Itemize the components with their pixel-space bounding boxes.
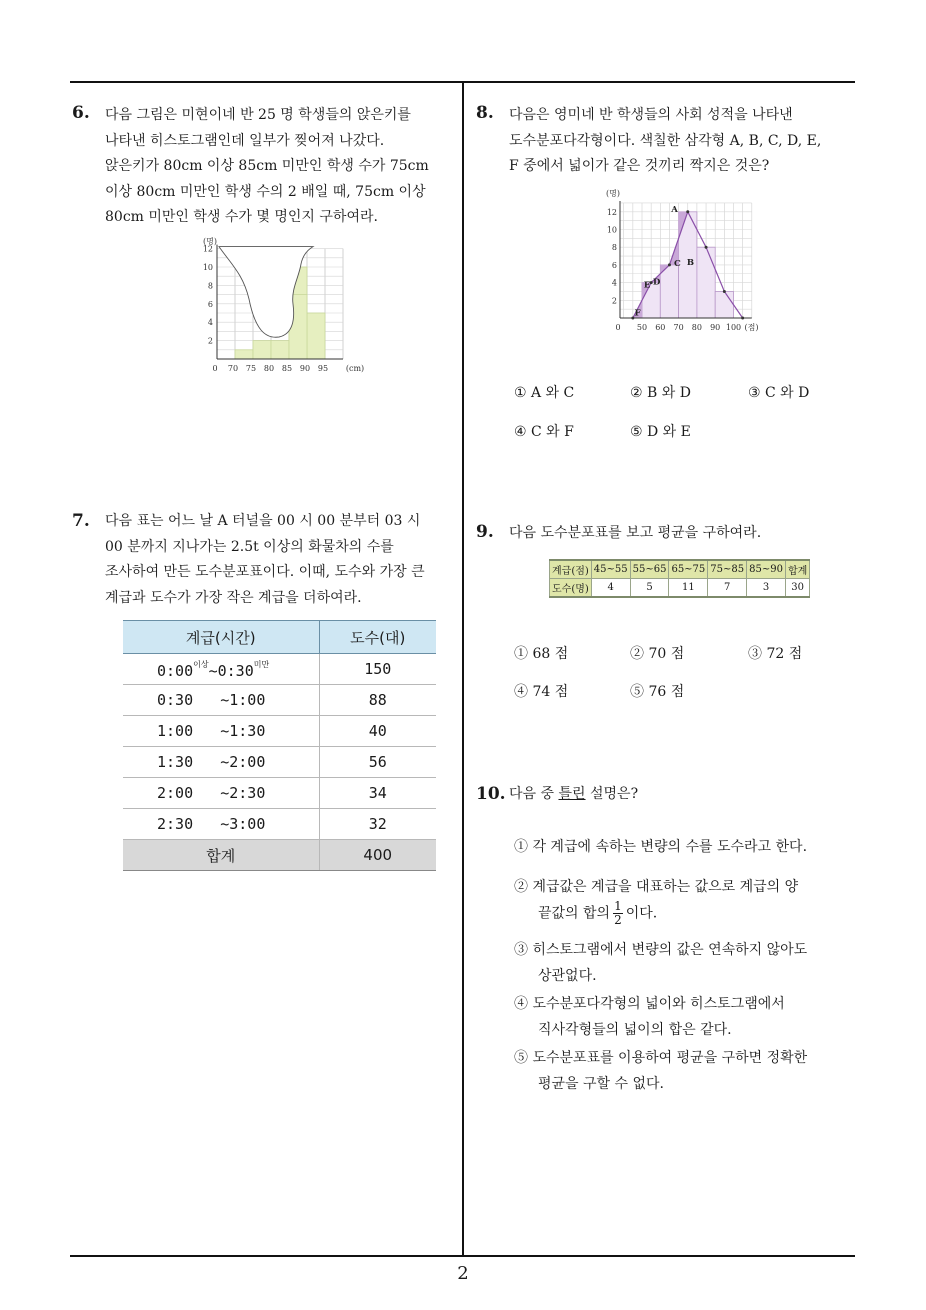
q6-line: 다음 그림은 미현이네 반 25 명 학생들의 앉은키를 (105, 107, 411, 123)
x-tick-label: 95 (317, 364, 329, 373)
q9-cell: 7 (708, 579, 747, 598)
q7-frequency-table (123, 620, 436, 871)
q10-option-3[interactable] (514, 937, 807, 989)
q9-cell: 65~75 (669, 560, 708, 579)
q8-option-1[interactable]: ① A 와 C (514, 385, 575, 401)
q7-count-cell: 150 (319, 654, 436, 685)
q10-option-2[interactable] (514, 875, 798, 927)
q6-histogram-chart (195, 232, 370, 377)
polygon-point (686, 210, 689, 213)
q7-class-to: ~1:00 (220, 691, 266, 709)
triangle-label: B (686, 258, 695, 269)
question-6-text (105, 103, 429, 231)
q7-count-cell: 88 (319, 685, 436, 716)
q10-text-before: 다음 중 (509, 786, 555, 802)
triangle-label: C (674, 259, 681, 270)
q7-table-row (123, 685, 436, 716)
q6-line: 80cm 미만인 학생 수가 몇 명인지 구하여라. (105, 209, 378, 225)
q9-option-3[interactable]: ③ 72 점 (748, 646, 803, 662)
q9-cell: 30 (785, 579, 809, 598)
q10-option-2-line2 (514, 900, 798, 927)
q7-table-row (123, 747, 436, 778)
x-tick-label: 80 (691, 323, 702, 332)
histogram-bar (235, 350, 253, 359)
triangle-label: E (643, 280, 651, 291)
q7-class-cell (123, 685, 319, 716)
q7-class-to: ~3:00 (220, 815, 266, 833)
q8-line: 도수분포다각형이다. 색칠한 삼각형 A, B, C, D, E, (509, 132, 822, 149)
q8-option-4[interactable]: ④ C 와 F (514, 424, 574, 440)
triangle-label: A (671, 205, 678, 216)
q7-count-cell: 34 (319, 778, 436, 809)
q7-class-cell (123, 716, 319, 747)
q7-class-from: 0:00 (157, 661, 194, 680)
q9-option-2[interactable]: ② 70 점 (630, 646, 685, 662)
q7-count-cell: 56 (319, 747, 436, 778)
question-10-text (509, 782, 638, 808)
y-axis-unit: (명) (606, 189, 620, 198)
q9-table-row (550, 579, 810, 598)
q9-cell: 85~90 (747, 560, 786, 579)
q8-option-3[interactable]: ③ C 와 D (748, 385, 810, 401)
q9-cell: 55~65 (630, 560, 669, 579)
q9-cell: 45~55 (591, 560, 630, 579)
q10-option-3-line1: ③ 히스토그램에서 변량의 값은 연속하지 않아도 (514, 942, 808, 958)
x-tick-label: 60 (655, 323, 666, 332)
q7-class-cell (123, 747, 319, 778)
histogram-bar-partial (271, 341, 289, 359)
q7-class-cell (123, 654, 319, 685)
q7-table-row (123, 809, 436, 840)
y-tick-label: 6 (611, 260, 617, 270)
column-divider (462, 83, 464, 1256)
y-tick-label: 10 (202, 263, 213, 272)
q10-option-2-line1: ② 계급값은 계급을 대표하는 값으로 계급의 양 (514, 879, 799, 895)
x-axis-unit: (cm) (345, 364, 365, 373)
q10-option-3-line2: 상관없다. (538, 968, 597, 984)
question-6-number: 6. (72, 103, 90, 123)
q7-class-cell (123, 778, 319, 809)
q7-header-class: 계급(시간) (123, 621, 319, 654)
polygon-point (705, 246, 708, 249)
q10-option-1[interactable]: ① 각 계급에 속하는 변량의 수를 도수라고 한다. (514, 839, 808, 855)
q8-option-5[interactable]: ⑤ D 와 E (630, 424, 691, 440)
y-tick-label: 8 (207, 281, 213, 291)
polygon-point (668, 263, 671, 266)
q6-line: 나타낸 히스토그램인데 일부가 찢어져 나갔다. (105, 132, 385, 149)
q7-class-from: 2:00 (157, 784, 194, 802)
q9-cell: 4 (591, 579, 630, 598)
q9-frequency-table (549, 559, 810, 598)
q6-line: 이상 80cm 미만인 학생 수의 2 배일 때, 75cm 이상 (105, 183, 426, 200)
y-tick-label: 12 (202, 244, 213, 254)
q9-cell: 11 (669, 579, 708, 598)
q7-class-to: ~2:00 (220, 753, 266, 771)
q9-table-row (550, 560, 810, 579)
q10-option-4[interactable] (514, 991, 785, 1043)
q10-option-2-text-a: 끝값의 합의 (538, 905, 611, 922)
q7-total-value: 400 (319, 840, 436, 871)
q10-option-5[interactable] (514, 1045, 807, 1097)
y-tick-label: 6 (207, 299, 213, 309)
q7-class-to: ~1:30 (220, 722, 266, 740)
x-tick-label: 50 (636, 323, 648, 332)
y-tick-label: 4 (611, 278, 617, 288)
x-axis-unit: (점) (744, 323, 759, 332)
histogram-bar (660, 265, 678, 318)
q9-cell: 75~85 (708, 560, 747, 579)
q8-line: 다음은 영미네 반 학생들의 사회 성적을 나타낸 (509, 107, 793, 123)
q7-table-row (123, 654, 436, 685)
q9-row-header: 도수(명) (550, 579, 592, 598)
q6-line: 앉은키가 80cm 이상 85cm 미만인 학생 수가 75cm (105, 158, 429, 174)
question-9-text: 다음 도수분포표를 보고 평균을 구하여라. (509, 525, 762, 541)
bottom-rule (70, 1255, 855, 1257)
x-tick-label: 0 (212, 364, 218, 373)
y-axis-unit: (명) (203, 237, 217, 246)
polygon-point (723, 290, 726, 293)
q10-text-emphasis: 틀린 (558, 786, 586, 802)
question-10-number: 10. (476, 784, 506, 804)
question-8-text (509, 103, 821, 180)
q7-count-cell: 32 (319, 809, 436, 840)
q7-header-frequency: 도수(대) (319, 621, 436, 654)
triangle-label: D (652, 277, 661, 288)
triangle-label: F (634, 308, 641, 319)
y-tick-label: 8 (611, 243, 617, 253)
q8-option-2[interactable]: ② B 와 D (630, 385, 691, 401)
y-tick-label: 10 (606, 225, 617, 235)
q7-count-cell: 40 (319, 716, 436, 747)
q7-class-cell (123, 809, 319, 840)
q7-line: 다음 표는 어느 날 A 터널을 00 시 00 분부터 03 시 (105, 513, 421, 529)
x-tick-label: 90 (710, 323, 721, 332)
q7-sup-lt: 미만 (253, 659, 270, 669)
q7-line: 00 분까지 지나가는 2.5t 이상의 화물차의 수를 (105, 538, 394, 555)
q9-option-1[interactable]: ① 68 점 (514, 646, 569, 662)
q10-option-4-line2: 직사각형들의 넓이의 합은 같다. (538, 1022, 732, 1038)
question-8-number: 8. (476, 103, 494, 123)
question-7-number: 7. (72, 511, 90, 531)
fraction-denominator: 2 (614, 913, 622, 927)
q8-line: F 중에서 넓이가 같은 것끼리 짝지은 것은? (509, 158, 770, 174)
question-9-number: 9. (476, 522, 494, 542)
one-half-fraction (613, 900, 623, 927)
fraction-numerator: 1 (614, 899, 622, 913)
x-tick-label: 70 (227, 364, 239, 373)
q10-option-5-line2: 평균을 구할 수 없다. (538, 1076, 664, 1092)
q7-class-from: 0:30 (157, 691, 194, 709)
q10-text-after: 설명은? (590, 786, 639, 802)
x-tick-label: 70 (673, 323, 684, 332)
y-tick-label: 12 (606, 207, 617, 217)
q9-cell: 3 (747, 579, 786, 598)
q7-class-to: ~2:30 (220, 784, 266, 802)
x-tick-label: 0 (615, 323, 621, 332)
q8-frequency-polygon-chart (600, 186, 772, 336)
q10-option-2-text-b: 이다. (625, 905, 658, 922)
q7-class-from: 2:30 (157, 815, 194, 833)
histogram-bar (715, 291, 733, 318)
x-tick-label: 75 (245, 364, 257, 373)
histogram-bar-partial (253, 341, 271, 359)
q7-class-from: 1:00 (157, 722, 194, 740)
x-tick-label: 80 (263, 364, 275, 373)
x-tick-label: 90 (299, 364, 311, 373)
q7-table-row (123, 778, 436, 809)
q7-table-row (123, 716, 436, 747)
question-7-text (105, 509, 425, 611)
x-tick-label: 100 (725, 323, 742, 332)
q9-option-5[interactable]: ⑤ 76 점 (630, 684, 685, 700)
y-tick-label: 2 (207, 336, 213, 346)
page-number: 2 (457, 1263, 469, 1284)
q9-option-4[interactable]: ④ 74 점 (514, 684, 569, 700)
q9-cell: 5 (630, 579, 669, 598)
q7-total-label: 합계 (123, 840, 319, 871)
q9-row-header: 계급(점) (550, 560, 592, 579)
q9-cell: 합계 (785, 560, 809, 579)
q10-option-4-line1: ④ 도수분포다각형의 넓이와 히스토그램에서 (514, 996, 785, 1012)
q7-sup-ge: 이상 (193, 659, 209, 669)
q7-class-to: ~0:30 (208, 661, 254, 680)
histogram-bar (697, 247, 715, 318)
histogram-bar (307, 313, 325, 359)
q7-line: 계급과 도수가 가장 작은 계급을 더하여라. (105, 589, 362, 606)
q10-option-5-line1: ⑤ 도수분포표를 이용하여 평균을 구하면 정확한 (514, 1050, 808, 1066)
q7-total-row (123, 840, 436, 871)
q7-class-from: 1:30 (157, 753, 194, 771)
y-tick-label: 4 (207, 318, 213, 328)
y-tick-label: 2 (611, 296, 617, 306)
x-tick-label: 85 (281, 364, 293, 373)
q7-line: 조사하여 만든 도수분포표이다. 이때, 도수와 가장 큰 (105, 564, 425, 580)
